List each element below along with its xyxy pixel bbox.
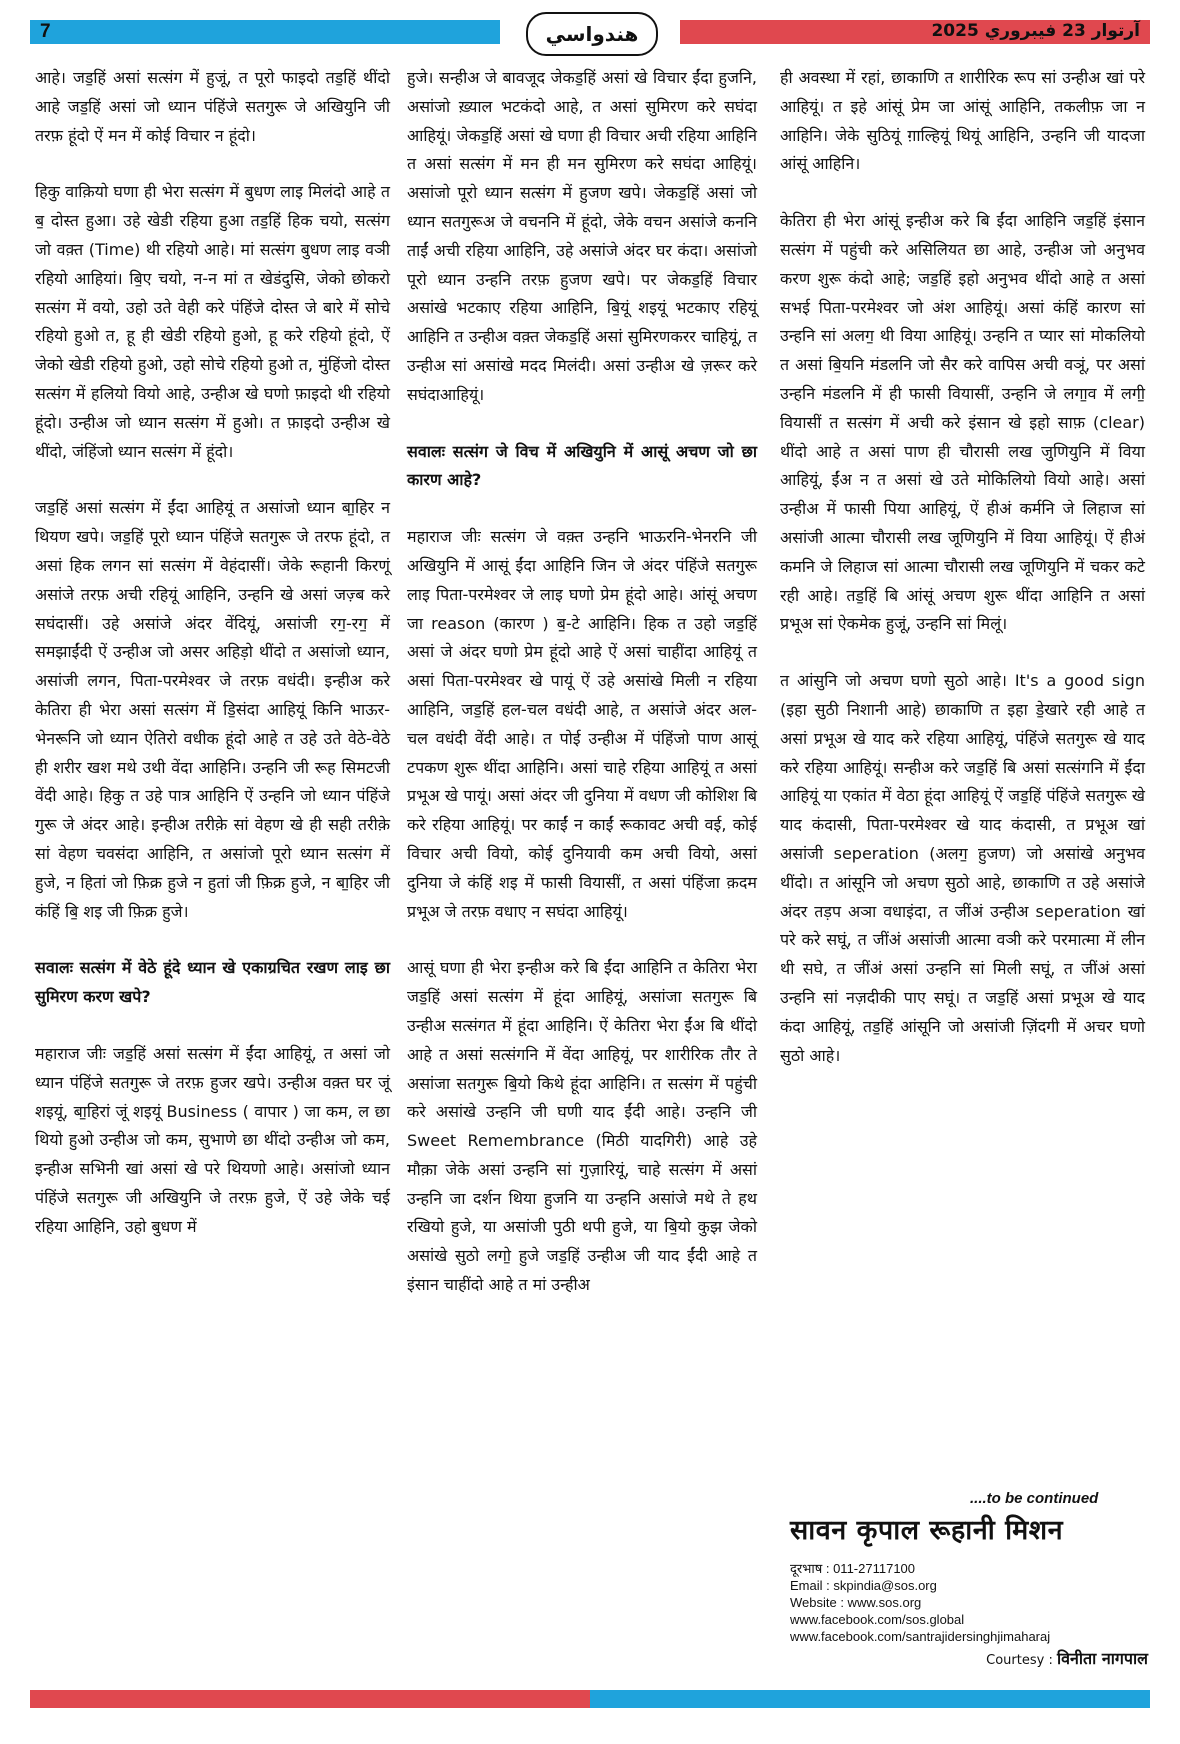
courtesy-label: Courtesy : <box>986 1653 1053 1668</box>
paragraph: हिकु वाक़ियो घणा ही भेरा सत्संग में बुधण लाइ मिलंदो आहे त ब॒ दोस्त हुआ। उहे खेडी रहिया हुआ तड॒हिं हिक चयो, सत्संग जो वक़्त (Time) थी रहियो आहे। मां सत्संग बुधण लाइ वञी रहियो आहियां। बि॒ए चयो, न-न मां त खेडंदुसि, जेको छोकरो सत्संग में वयो, उहो उते वेही करे पंहिंजे दोस्त जे बारे में सोचे रहियो हुओ त, हू ही खेडी रहियो हुओ, हू करे रहियो हूंदो, ऐं जेको खेडी रहियो हुओ, उहो सोचे रहियो हुओ त, मुंहिंजो दोस्त सत्संग में हलियो वियो आहे, उन्हीअ खे घणो फ़ाइदो थी रहियो हूंदो। उन्हीअ जो ध्यान सत्संग में हुओ। त फ़ाइदो उन्हीअ खे थींदो, जंहिंजो ध्यान सत्संग में हूंदो। <box>35 182 390 461</box>
question-heading: सवालः सत्संग जे विच में अखियुनि में आसूं अचण जो छा कारण आहे? <box>407 441 757 490</box>
mission-name: सावन कृपाल रूहानी मिशन <box>790 1515 1064 1546</box>
phone: दूरभाष : 011-27117100 <box>790 1561 916 1576</box>
question-heading: सवालः सत्संग में वेठे हूंदे ध्यान खे एकाग्रचित रखण लाइ छा सुमिरण करण खपे? <box>35 958 390 1007</box>
paragraph: हुजे। सन्हीअ जे बावजूद जेकड॒हिं असां खे विचार ईंदा हुजनि, असांजो ख़्याल भटकंदो आहे, त असां सुमिरण करे सघंदा आहियूं। जेकड॒हिं असां खे घणा ही विचार अची रहिया आहिनि त असां सत्संग में मन ही मन सुमिरण करे सघंदा आहियूं। असांजो पूरो ध्यान सत्संग में हुजण खपे। जेकड॒हिं असां जो ध्यान सतगुरूअ जे वचननि में हूंदो, जेके वचन असांजे कननि ताईं अची रहिया आहिनि, उहे असांजे अंदर घर कंदा। असांजो पूरो ध्यान उन्हनि तरफ़ हुजण खपे। पर जेकड॒हिं विचार असांखे भटकाए रहिया आहिनि, बि॒यूं शइयूं भटकाए रहियूं आहिनि त उन्हीअ वक़्त जेकड॒हिं असां सुमिरणकरर चाहियूं, त उन्हीअ सां असांखे मदद मिलंदी। असां उन्हीअ खे ज़रूर करे सघंदाआहियूं। <box>407 68 757 404</box>
contact-block <box>790 1560 1050 1645</box>
paragraph: महाराज जीः सत्संग जे वक़्त उन्हनि भाऊरनि-भेनरनि जी अखियुनि में आसूं ईंदा आहिनि जिन जे अंदर पंहिंजे सतगुरू लाइ पिता-परमेश्वर जे लाइ घणो प्रेम हूंदो आहे। आंसूं अचण जा reason (कारण ) ब॒-टे आहिनि। हिक त उहो जड॒हिं असां जे अंदर घणो प्रेम हूंदो आहे ऐं असां चाहींदा आहियूं त असां पिता-परमेश्वर खे पायूं ऐं उहे असांखे मिली न रहिया आहिनि, जड॒हिं हल-चल वधंदी आहे, त असांजे अंदर अल-चल वधंदी वेंदी आहे। त पोई उन्हीअ में पंहिंजो पाण आसूं टपकण शुरू थींदा आहिनि। असां चाहे रहिया आहियूं त असां प्रभूअ खे पायूं। असां अंदर जी दुनिया में वधण जी कोशिश बि करे रहिया आहियूं। पर काईं न काईं रूकावट अची वई, कोई विचार अची वियो, कोई दुनियावी कम अची वियो, असां दुनिया जे कंहिं शइ में फासी वियासीं, त असां पंहिंजा क़दम प्रभूअ जे तरफ़ वधाए न सघंदा आहियूं। <box>407 527 757 921</box>
paragraph: आहे। जड॒हिं असां सत्संग में हुजूं, त पूरो फाइदो तड॒हिं थींदो आहे जड॒हिं असां जो ध्यान पंहिंजे सतगुरू जे अखियुनि जी तरफ़ हूंदो ऐं मन में कोई विचार न हूंदो। <box>35 68 390 145</box>
paragraph: जड॒हिं असां सत्संग में ईंदा आहियूं त असांजो ध्यान बा॒हिर न थियण खपे। जड॒हिं पूरो ध्यान पंहिंजे सतगुरू जे तरफ हूंदो, त असां हिक लगन सां सत्संग में वेहंदासीं। जेके रूहानी किरणूं असांजे तरफ़ अची रहियूं आहिनि, उन्हनि खे असां जज़्ब करे सघंदासीं। उहे असांजे अंदर वेंदियूं, असांजी रग॒-रग॒ में समझाईंदी ऐं उन्हीअ जो असर अहिड़ो थींदो त असांजो ध्यान, असांजी लगन, पिता-परमेश्वर जे तरफ़ वधंदी। इन्हीअ करे केतिरा ही भेरा असां सत्संग में डि॒संदा आहियूं किनि भाऊर-भेनरूनि जो ध्यान ऐतिरो वधीक हूंदो आहे त उहे उते वेठे-वेठे ही शरीर खश मथे उथी वेंदा आहिनि। उन्हनि जी रूह सिमटजी वेंदी आहे। हिकु त उहे पात्र आहिनि ऐं उन्हनि जो ध्यान पंहिंजे गुरू जे अंदर आहे। इन्हीअ तरीक़े सां वेहण खे ही सही तरीक़े सां वेहण चवसंदा आहिनि, त असांजो पूरो ध्यान सत्संग में हुजे, न हितां जो फ़िक्र हुजे न हुतां जी फ़िक्र हुजे, न बा॒हिर जी कंहिं बि॒ शइ जी फ़िक्र हुजे। <box>35 498 390 921</box>
to-be-continued: ....to be continued <box>970 1490 1099 1507</box>
courtesy <box>986 1647 1148 1669</box>
page-header <box>30 20 1150 44</box>
article-column-3 <box>780 64 1145 1098</box>
article-column-1 <box>35 64 390 1269</box>
paragraph: महाराज जीः जड॒हिं असां सत्संग में ईंदा आहियूं, त असां जो ध्यान पंहिंजे सतगुरू जे तरफ़ हुजर खपे। उन्हीअ वक़्त घर जूं शइयूं, बा॒हिरां जूं शइयूं Business ( वापार ) जा कम, ल छा थियो हुओ उन्हीअ जो कम, सुभाणे छा थींदो उन्हीअ जो कम, इन्हीअ सभिनी खां असां खे परे थियणो आहे। असांजो ध्यान पंहिंजे सतगुरू जी अखियुनि जे तरफ़ हुजे, ऐं उहे जेके चई रहिया आहिनि, उहो बुधण में <box>35 1043 390 1236</box>
paragraph: आसूं घणा ही भेरा इन्हीअ करे बि ईंदा आहिनि त केतिरा भेरा जड॒हिं असां सत्संग में हूंदा आहियूं, असांजा सतगुरू बि उन्हीअ सत्संगत में हूंदा आहिनि। ऐं केतिरा भेरा ईंअ बि थींदो आहे त असां सत्संगनि में वेंदा आहियूं, पर शारीरिक तौर ते असांजा सतगुरू बि॒यो किथे हूंदा आहिनि। त सत्संग में पहुंची करे असांखे उन्हनि जी घणी याद ईंदी आहे। उन्हनि जी Sweet Remembrance (मिठी यादगिरी) आहे उहे मौक़ा जेके असां उन्हनि सां गुज़ारियूं, चाहे सत्संग में असां उन्हनि जा दर्शन थिया हुजनि या उन्हनि असांजे मथे ते हथ रखियो हुजे, या असांजी पुठी थपी हुजे, या बि॒यो कुझ जेको असांखे सुठो लगो॒ हुजे जड॒हिं उन्हीअ जी याद ईंदी आहे त इंसान चाहींदो आहे त मां उन्हीअ <box>407 958 757 1295</box>
paragraph: ही अवस्था में रहां, छाकाणि त शारीरिक रूप सां उन्हीअ खां परे आहियूं। त इहे आंसूं प्रेम जा आंसूं आहिनि, तकलीफ़ जा न आहिनि। जेके सुठियूं ग़ाल्हियूं थियूं आहिनि, उन्हनि जी यादजा आंसूं आहिनि। <box>780 68 1145 174</box>
courtesy-name: विनीता नागपाल <box>1056 1649 1148 1668</box>
article-column-2 <box>407 64 757 1328</box>
issue-date: آرتوار 23 فيبروري 2025 <box>931 21 1140 41</box>
paragraph: केतिरा ही भेरा आंसूं इन्हीअ करे बि ईंदा आहिनि जड॒हिं इंसान सत्संग में पहुंची करे असिलियत छा आहे, उन्हीअ जो अनुभव करण शुरू कंदो आहे; जड॒हिं इहो अनुभव थींदो आहे त असां सभई पिता-परमेश्वर जो अंश आहियूं। असां कंहिं कारण सां उन्हनि सां अलग॒ थी विया आहियूं। उन्हनि त प्यार सां मोकलियो त असां बि॒यनि मंडलनि जो सैर करे वापिस अची वञूं, पर असां उन्हनि मंडलनि में ही फासी वियासीं, उन्हनि जे लगा॒व में लगी॒ वियासीं त सत्संग में अची करे इंसान खे इहो साफ़ (clear) थींदो आहे त असां पाण ही चौरासी लख जुणियुनि में विया आहियूं, ईंअ न त असां खे उते मोकिलियो वियो आहे। असां उन्हीअ में फासी पिया आहियूं, ऐं हीअं कर्मनि जे लिहाज सां असांजी आत्मा चौरासी लख जूणियुनि में विया आहियूं। ऐं हीअं कमनि जे लिहाज सां आत्मा चौरासी लख जूणियुनि में चकर कटे रही आहे। तड॒हिं बि आंसूं अचण शुरू थींदा आहिनि त असां प्रभूअ सां ऐकमेक हुजूं, उन्हनि सां मिलूं। <box>780 211 1145 634</box>
footer-bar-red <box>30 1690 590 1708</box>
facebook-link[interactable]: www.facebook.com/santrajidersinghjimaharaj <box>790 1629 1051 1644</box>
publication-logo: هندواسي <box>526 12 658 56</box>
website-link[interactable]: Website : www.sos.org <box>790 1595 922 1610</box>
page-number: 7 <box>40 21 51 42</box>
header-bar-blue <box>30 20 500 44</box>
facebook-link[interactable]: www.facebook.com/sos.global <box>790 1612 965 1627</box>
footer-bar-blue <box>590 1690 1150 1708</box>
email-link[interactable]: Email : skpindia@sos.org <box>790 1578 937 1593</box>
paragraph: त आंसुनि जो अचण घणो सुठो आहे। It's a good sign (इहा सुठी निशानी आहे) छाकाणि त इहा डे॒खारे रही आहे त असां प्रभूअ खे याद करे रहिया आहियूं, पंहिंजे सतगुरू खे याद करे रहिया आहियूं। सन्हीअ करे जड॒हिं बि असां सत्संगनि में ईंदा आहियूं या एकांत में वेठा हूंदा आहियूं ऐं जड॒हिं पंहिंजे सतगुरू खे याद कंदासी, पिता-परमेश्वर खे याद कंदासी, त प्रभूअ खां असांजी seperation (अलग॒ हुजण) जो असांखे अनुभव थींदो। त आंसूनि जो अचण सुठो आहे, छाकाणि त उहे असांजे अंदर तड़प अञा वधाइंदा, त जींअं उन्हीअ seperation खां परे करे सघूं, त जींअं असांजी आत्मा वञी करे परमात्मा में लीन थी सघे, त जींअं असां उन्हनि सां मिली सघूं, त जींअं असां उन्हनि सां नज़दीकी पाए सघूं। त जड॒हिं असां प्रभूअ खे याद कंदा आहियूं, तड॒हिं आंसूनि जो असांजी ज़िंदगी में अचर घणो सुठो आहे। <box>780 671 1145 1065</box>
